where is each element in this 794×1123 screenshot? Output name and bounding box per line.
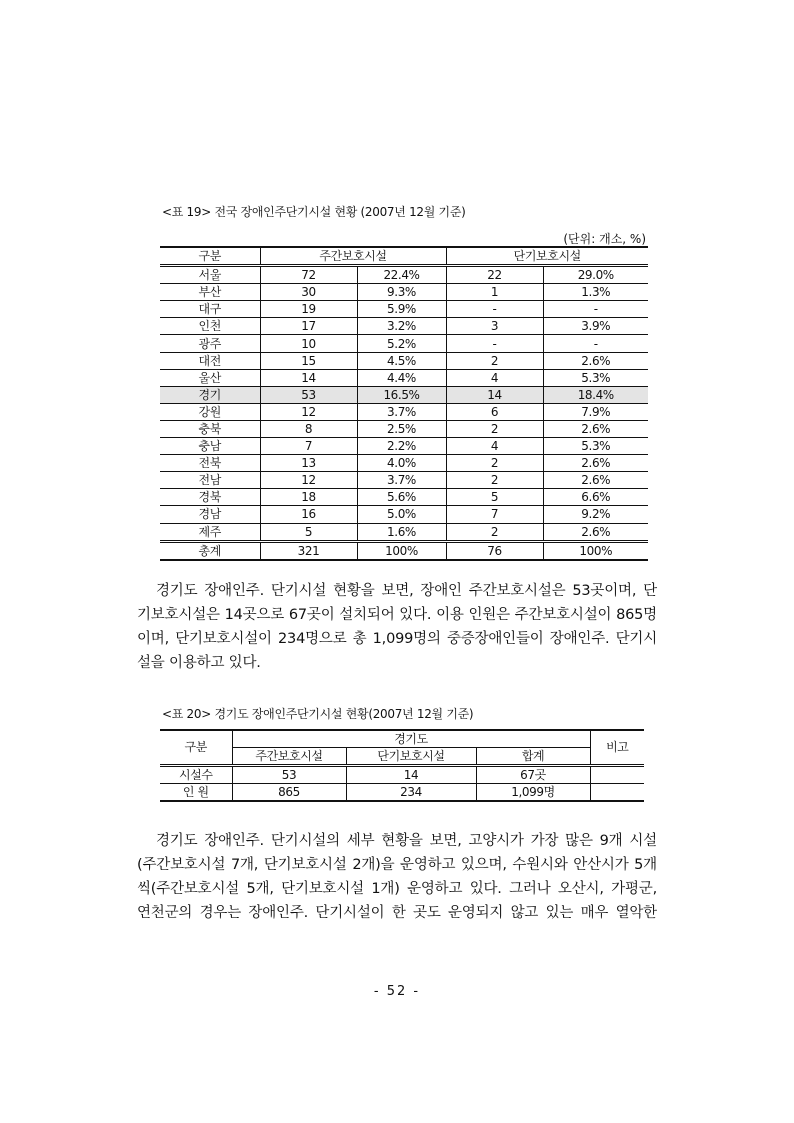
t19-header-short: 단기보호시설 bbox=[446, 247, 648, 266]
t19-cell: 2.6% bbox=[543, 352, 648, 369]
t19-cell: 30 bbox=[260, 284, 357, 301]
t19-cell: 10 bbox=[260, 335, 357, 352]
table-row bbox=[160, 403, 648, 420]
table-row bbox=[160, 284, 648, 301]
t19-cell: 18 bbox=[260, 489, 357, 506]
t20-cell: 14 bbox=[346, 766, 476, 784]
t20-cell: 53 bbox=[232, 766, 346, 784]
t20-header-group: 경기도 bbox=[232, 730, 590, 748]
t19-cell: 7 bbox=[446, 506, 543, 523]
table19 bbox=[160, 246, 648, 561]
table-row bbox=[160, 335, 648, 352]
t19-cell: 2.6% bbox=[543, 523, 648, 541]
t19-cell: 제주 bbox=[160, 523, 260, 541]
t19-cell: 3.2% bbox=[357, 318, 446, 335]
paragraph-2 bbox=[137, 829, 657, 925]
t19-cell: 12 bbox=[260, 403, 357, 420]
table-row bbox=[160, 266, 648, 284]
t19-cell: 18.4% bbox=[543, 386, 648, 403]
table20 bbox=[160, 729, 644, 802]
t19-cell: 4.4% bbox=[357, 369, 446, 386]
table-row bbox=[160, 369, 648, 386]
t19-total-cell: 321 bbox=[260, 541, 357, 560]
t19-cell: 1.6% bbox=[357, 523, 446, 541]
t19-cell: 72 bbox=[260, 266, 357, 284]
t20-header-gubun: 구분 bbox=[160, 730, 232, 766]
t19-cell: 2.6% bbox=[543, 420, 648, 437]
t20-header-short: 단기보호시설 bbox=[346, 748, 476, 766]
t19-cell: 22 bbox=[446, 266, 543, 284]
t19-cell: 5.3% bbox=[543, 369, 648, 386]
t19-cell: 경남 bbox=[160, 506, 260, 523]
table20-caption: <표 20> 경기도 장애인주단기시설 현황(2007년 12월 기준) bbox=[162, 707, 474, 721]
t19-cell: 53 bbox=[260, 386, 357, 403]
t19-cell: 5.3% bbox=[543, 438, 648, 455]
paragraph-1 bbox=[137, 579, 657, 675]
t19-cell: 2.6% bbox=[543, 472, 648, 489]
t19-cell: - bbox=[446, 335, 543, 352]
t19-cell: - bbox=[446, 301, 543, 318]
t19-total-cell: 100% bbox=[357, 541, 446, 560]
t19-cell: 2.2% bbox=[357, 438, 446, 455]
t19-cell: 5.2% bbox=[357, 335, 446, 352]
t19-cell: 전북 bbox=[160, 455, 260, 472]
t19-header-gubun: 구분 bbox=[160, 247, 260, 266]
t19-cell: 부산 bbox=[160, 284, 260, 301]
t19-cell: 2 bbox=[446, 352, 543, 369]
table-row bbox=[160, 489, 648, 506]
t19-cell: 1.3% bbox=[543, 284, 648, 301]
t19-cell: 전남 bbox=[160, 472, 260, 489]
t19-cell: 4.5% bbox=[357, 352, 446, 369]
t19-cell: 서울 bbox=[160, 266, 260, 284]
t19-cell: 8 bbox=[260, 420, 357, 437]
t19-cell: 4.0% bbox=[357, 455, 446, 472]
table-row bbox=[160, 766, 644, 784]
table-row bbox=[160, 352, 648, 369]
t19-cell: 13 bbox=[260, 455, 357, 472]
t19-cell: 5.9% bbox=[357, 301, 446, 318]
para2-line: 연천군의 경우는 장애인주. 단기시설이 한 곳도 운영되지 않고 있는 매우 열악한 bbox=[137, 905, 657, 921]
page-number: - 52 - bbox=[373, 984, 421, 999]
table19-caption: <표 19> 전국 장애인주단기시설 현황 (2007년 12월 기준) bbox=[162, 205, 466, 219]
t19-cell: 5 bbox=[446, 489, 543, 506]
table-row bbox=[160, 472, 648, 489]
t19-cell: 22.4% bbox=[357, 266, 446, 284]
t19-cell: - bbox=[543, 335, 648, 352]
t20-cell: 인 원 bbox=[160, 784, 232, 802]
t19-cell: 12 bbox=[260, 472, 357, 489]
t19-cell: 경기 bbox=[160, 386, 260, 403]
t19-total-cell: 총계 bbox=[160, 541, 260, 560]
t20-cell: 67곳 bbox=[476, 766, 590, 784]
t19-cell: 16 bbox=[260, 506, 357, 523]
table-total-row bbox=[160, 541, 648, 560]
t19-cell: 2.5% bbox=[357, 420, 446, 437]
t19-cell: 대구 bbox=[160, 301, 260, 318]
para2-line: (주간보호시설 7개, 단기보호시설 2개)을 운영하고 있으며, 수원시와 안산시가 5개 bbox=[137, 857, 657, 873]
t19-cell: 4 bbox=[446, 369, 543, 386]
t19-cell: 29.0% bbox=[543, 266, 648, 284]
t19-cell: 19 bbox=[260, 301, 357, 318]
table-row bbox=[160, 318, 648, 335]
t19-cell: 충남 bbox=[160, 438, 260, 455]
t19-total-cell: 100% bbox=[543, 541, 648, 560]
t20-cell bbox=[590, 784, 644, 802]
para1-line: 설을 이용하고 있다. bbox=[137, 655, 261, 671]
t19-cell: 울산 bbox=[160, 369, 260, 386]
table-row bbox=[160, 420, 648, 437]
table-row bbox=[160, 506, 648, 523]
t19-cell: 3 bbox=[446, 318, 543, 335]
t19-cell: 대전 bbox=[160, 352, 260, 369]
t19-cell: 7.9% bbox=[543, 403, 648, 420]
t19-cell: 9.2% bbox=[543, 506, 648, 523]
t20-cell: 1,099명 bbox=[476, 784, 590, 802]
t19-cell: 15 bbox=[260, 352, 357, 369]
t19-cell: 3.7% bbox=[357, 403, 446, 420]
t19-header-day: 주간보호시설 bbox=[260, 247, 446, 266]
t19-cell: 5.6% bbox=[357, 489, 446, 506]
t19-cell: 2 bbox=[446, 523, 543, 541]
t19-cell: 14 bbox=[446, 386, 543, 403]
t19-cell: 5.0% bbox=[357, 506, 446, 523]
t19-cell: 경북 bbox=[160, 489, 260, 506]
t19-cell: 16.5% bbox=[357, 386, 446, 403]
table19-unit: (단위: 개소, %) bbox=[563, 232, 646, 246]
table-row bbox=[160, 455, 648, 472]
t19-cell: 광주 bbox=[160, 335, 260, 352]
t19-cell: 강원 bbox=[160, 403, 260, 420]
para1-line: 이며, 단기보호시설이 234명으로 총 1,099명의 중증장애인들이 장애인주. 단기시 bbox=[137, 631, 657, 647]
para1-line: 경기도 장애인주. 단기시설 현황을 보면, 장애인 주간보호시설은 53곳이며, 단 bbox=[156, 583, 657, 599]
t20-header-day: 주간보호시설 bbox=[232, 748, 346, 766]
t19-cell: 6 bbox=[446, 403, 543, 420]
t19-cell: 2.6% bbox=[543, 455, 648, 472]
t19-cell: 4 bbox=[446, 438, 543, 455]
t19-cell: 1 bbox=[446, 284, 543, 301]
table-row bbox=[160, 386, 648, 403]
para2-line: 씩(주간보호시설 5개, 단기보호시설 1개) 운영하고 있다. 그러나 오산시, 가평군, bbox=[137, 881, 657, 897]
t19-cell: 5 bbox=[260, 523, 357, 541]
t20-header-bigo: 비고 bbox=[590, 730, 644, 766]
t20-header-sum: 합계 bbox=[476, 748, 590, 766]
para2-line: 경기도 장애인주. 단기시설의 세부 현황을 보면, 고양시가 가장 많은 9개 시설 bbox=[156, 833, 657, 849]
t19-cell: 2 bbox=[446, 420, 543, 437]
t20-cell bbox=[590, 766, 644, 784]
table-row bbox=[160, 301, 648, 318]
t20-cell: 시설수 bbox=[160, 766, 232, 784]
t19-total-cell: 76 bbox=[446, 541, 543, 560]
t19-cell: 17 bbox=[260, 318, 357, 335]
t19-cell: - bbox=[543, 301, 648, 318]
t19-cell: 7 bbox=[260, 438, 357, 455]
para1-line: 기보호시설은 14곳으로 67곳이 설치되어 있다. 이용 인원은 주간보호시설이 865명 bbox=[137, 607, 657, 623]
t19-cell: 충북 bbox=[160, 420, 260, 437]
t19-cell: 인천 bbox=[160, 318, 260, 335]
table-row bbox=[160, 438, 648, 455]
table-row bbox=[160, 784, 644, 802]
t19-cell: 3.7% bbox=[357, 472, 446, 489]
t19-cell: 2 bbox=[446, 455, 543, 472]
t19-cell: 3.9% bbox=[543, 318, 648, 335]
t19-cell: 14 bbox=[260, 369, 357, 386]
t19-cell: 2 bbox=[446, 472, 543, 489]
t20-cell: 234 bbox=[346, 784, 476, 802]
t19-cell: 6.6% bbox=[543, 489, 648, 506]
t19-body bbox=[160, 266, 648, 560]
t19-cell: 9.3% bbox=[357, 284, 446, 301]
table-row bbox=[160, 523, 648, 541]
t20-cell: 865 bbox=[232, 784, 346, 802]
